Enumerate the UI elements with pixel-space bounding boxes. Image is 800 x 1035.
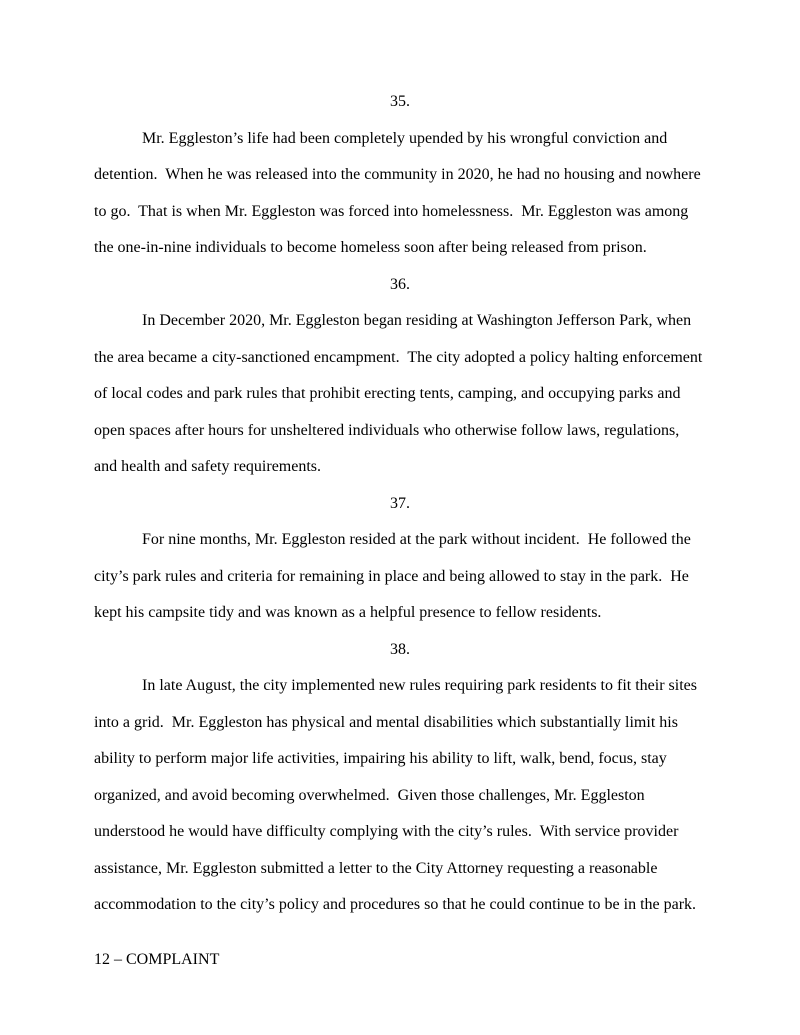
paragraph-text: Mr. Eggleston’s life had been completely upended by his wrongful conviction and detention. When he was released into the community in 2020, he had no housing and nowhere to go. That is when Mr. Eggleston was forced into homelessness. Mr. Eggleston was among the one-in-nine individuals to become homeless soon after being released from prison. xyxy=(94,129,705,256)
paragraph-text: In late August, the city implemented new rules requiring park residents to fit their sites into a grid. Mr. Eggleston has physical and mental disabilities which substantially limit his ability to perform major life activities, impairing his ability to lift, walk, bend, focus, stay organized, and avoid becoming overwhelmed. Given those challenges, Mr. Eggleston understood he would have difficulty complying with the city’s rules. With service provider assistance, Mr. Eggleston submitted a letter to the City Attorney requesting a reasonable accommodation to the city’s policy and procedures so that he could continue to be in the park. xyxy=(94,677,701,913)
paragraph-text: For nine months, Mr. Eggleston resided at the park without incident. He followed the city’s park rules and criteria for remaining in place and being allowed to stay in the park. He kept his campsite tidy and was known as a helpful presence to fellow residents. xyxy=(94,531,695,621)
paragraph-section xyxy=(94,84,706,267)
page-footer: 12 – COMPLAINT xyxy=(94,951,220,968)
paragraph-section xyxy=(94,486,706,632)
paragraph-text: In December 2020, Mr. Eggleston began residing at Washington Jefferson Park, when the area became a city-sanctioned encampment. The city adopted a policy halting enforcement of local codes and park rules that prohibit erecting tents, camping, and occupying parks and open spaces after hours for unsheltered individuals who otherwise follow laws, regulations, and health and safety requirements. xyxy=(94,312,707,475)
paragraph-number: 38. xyxy=(390,640,410,658)
paragraph-section xyxy=(94,267,706,486)
paragraph-number: 35. xyxy=(390,93,410,110)
complaint-body xyxy=(94,84,706,924)
paragraph-section xyxy=(94,632,706,924)
paragraph-number: 36. xyxy=(390,275,410,293)
paragraph-number: 37. xyxy=(390,494,410,512)
